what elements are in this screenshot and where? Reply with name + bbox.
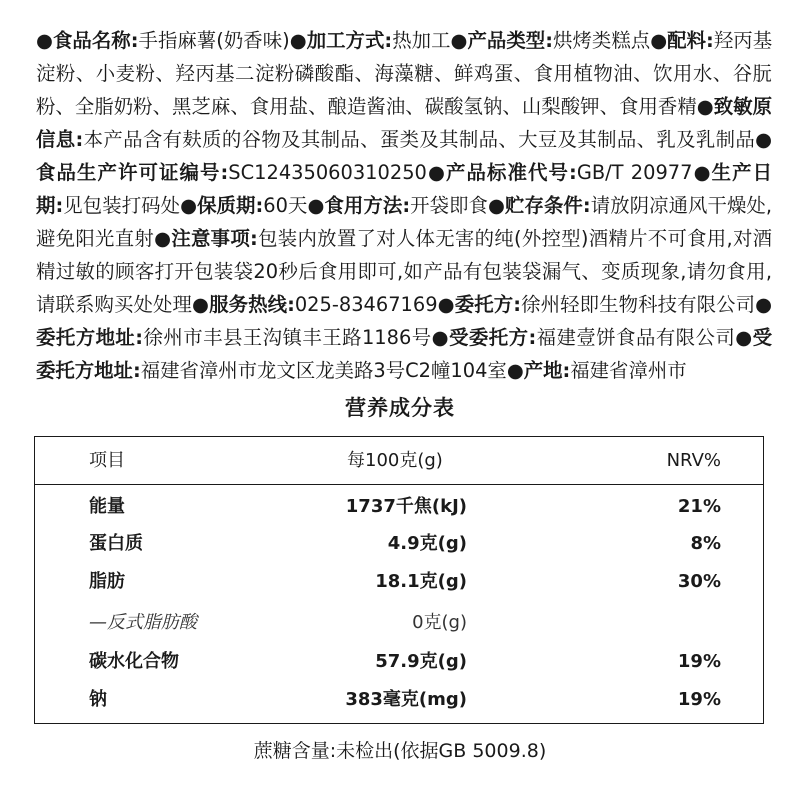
bullet-dot-icon: ● bbox=[450, 29, 468, 52]
info-colon: : bbox=[255, 194, 264, 217]
nutrient-value: 57.9克(g) bbox=[375, 651, 467, 672]
nutrient-value: 18.1克(g) bbox=[375, 571, 467, 592]
info-value: 开袋即食 bbox=[410, 194, 489, 217]
info-value: 025-83467169 bbox=[294, 293, 438, 316]
bullet-dot-icon: ● bbox=[650, 29, 668, 52]
info-value: 热加工 bbox=[392, 29, 451, 52]
info-colon: : bbox=[287, 293, 295, 316]
nutrient-row-fat bbox=[35, 564, 763, 600]
nutrient-name: —反式脂肪酸 bbox=[89, 612, 197, 633]
nutrient-nrv: 21% bbox=[677, 496, 721, 517]
info-key: 委托方 bbox=[454, 293, 514, 316]
bullet-dot-icon: ● bbox=[307, 194, 325, 217]
header-per100g: 每100克(g) bbox=[347, 450, 443, 471]
info-value: 请放阴凉通风干燥处,避免阳光直射 bbox=[36, 194, 773, 250]
nutrient-row-carbohydrate bbox=[35, 644, 763, 680]
info-value: 徐州市丰县王沟镇丰王路1186号 bbox=[143, 326, 432, 349]
sucrose-note: 蔗糖含量:未检出(依据GB 5009.8) bbox=[253, 740, 547, 762]
bullet-dot-icon: ● bbox=[426, 161, 447, 184]
info-value: 60天 bbox=[263, 194, 308, 217]
bullet-dot-icon: ● bbox=[692, 161, 712, 184]
info-key: 服务热线 bbox=[209, 293, 288, 316]
info-colon: : bbox=[130, 29, 139, 52]
nutrient-value: 383毫克(mg) bbox=[345, 689, 467, 710]
nutrient-nrv: 30% bbox=[677, 571, 721, 592]
bullet-dot-icon: ● bbox=[735, 326, 753, 349]
nutrient-nrv: 19% bbox=[677, 651, 721, 672]
nutrient-nrv: 19% bbox=[677, 689, 721, 710]
info-value: 徐州轻即生物科技有限公司 bbox=[520, 293, 756, 316]
bullet-dot-icon: ● bbox=[755, 128, 773, 151]
info-colon: : bbox=[220, 161, 229, 184]
info-colon: : bbox=[384, 29, 393, 52]
nutrient-value: 4.9克(g) bbox=[387, 533, 467, 554]
bullet-dot-icon: ● bbox=[488, 194, 506, 217]
info-key: 产品标准代号 bbox=[446, 161, 570, 184]
bullet-dot-icon: ● bbox=[437, 293, 455, 316]
nutrient-nrv: 8% bbox=[690, 533, 721, 554]
header-nrv: NRV% bbox=[666, 450, 721, 471]
bullet-dot-icon: ● bbox=[755, 293, 773, 316]
info-colon: : bbox=[135, 326, 144, 349]
product-info-block bbox=[36, 24, 772, 387]
info-key: 产品类型 bbox=[467, 29, 546, 52]
nutrient-value: 0克(g) bbox=[412, 612, 467, 633]
info-value: 手指麻薯(奶香味) bbox=[138, 29, 290, 52]
header-divider bbox=[35, 484, 763, 485]
nutrient-row-sodium bbox=[35, 682, 763, 718]
info-key: 保质期 bbox=[197, 194, 256, 217]
info-value: 福建省漳州市 bbox=[570, 359, 687, 382]
info-colon: : bbox=[545, 29, 553, 52]
info-key: 食品名称 bbox=[52, 29, 131, 52]
info-colon: : bbox=[513, 293, 521, 316]
info-colon: : bbox=[402, 194, 411, 217]
info-colon: : bbox=[55, 194, 64, 217]
info-key: 食用方法 bbox=[324, 194, 403, 217]
nutrient-row-energy bbox=[35, 489, 763, 525]
info-colon: : bbox=[562, 359, 571, 382]
info-value: SC12435060310250 bbox=[228, 161, 427, 184]
bullet-dot-icon: ● bbox=[431, 326, 450, 349]
info-value: 福建省漳州市龙文区龙美路3号C2幢104室 bbox=[140, 359, 507, 382]
info-colon: : bbox=[569, 161, 577, 184]
info-colon: : bbox=[582, 194, 591, 217]
nutrient-name: 蛋白质 bbox=[89, 533, 143, 554]
info-colon: : bbox=[706, 29, 714, 52]
info-key: 注意事项 bbox=[171, 227, 251, 250]
info-value: 羟丙基淀粉、小麦粉、羟丙基二淀粉磷酸酯、海藻糖、鲜鸡蛋、食用植物油、饮用水、谷朊粉、全脂奶粉、黑芝麻、食用盐、酿造酱油、碳酸氢钠、山梨酸钾、食用香精 bbox=[36, 29, 773, 118]
info-key: 产地 bbox=[523, 359, 563, 382]
info-key: 食品生产许可证编号 bbox=[36, 161, 221, 184]
info-key: 委托方地址 bbox=[36, 326, 136, 349]
bullet-dot-icon: ● bbox=[180, 194, 198, 217]
info-key: 配料 bbox=[667, 29, 707, 52]
info-key: 致敏原信息 bbox=[36, 95, 773, 151]
bullet-dot-icon: ● bbox=[506, 359, 524, 382]
bullet-dot-icon: ● bbox=[696, 95, 714, 118]
nutrient-row-trans-fat bbox=[35, 605, 763, 641]
nutrient-name: 能量 bbox=[89, 496, 125, 517]
nutrient-row-protein bbox=[35, 526, 763, 562]
info-key: 生产日期 bbox=[36, 161, 773, 217]
info-key: 受委托方地址 bbox=[36, 326, 773, 382]
info-colon: : bbox=[250, 227, 258, 250]
info-value: 包装内放置了对人体无害的纯(外控型)酒精片不可食用,对酒精过敏的顾客打开包装袋20秒后食用即可,如产品有包装袋漏气、变质现象,请勿食用,请联系购买处处理 bbox=[36, 227, 773, 316]
bullet-dot-icon: ● bbox=[289, 29, 307, 52]
info-value: 烘烤类糕点 bbox=[553, 29, 651, 52]
header-item: 项目 bbox=[89, 450, 125, 471]
nutrition-table bbox=[34, 436, 764, 724]
bullet-dot-icon: ● bbox=[36, 29, 53, 52]
bullet-dot-icon: ● bbox=[192, 293, 210, 316]
info-value: GB/T 20977 bbox=[576, 161, 693, 184]
info-key: 加工方式 bbox=[306, 29, 385, 52]
info-colon: : bbox=[75, 128, 84, 151]
info-value: 福建壹饼食品有限公司 bbox=[536, 326, 736, 349]
info-key: 受委托方 bbox=[449, 326, 529, 349]
nutrient-name: 碳水化合物 bbox=[89, 651, 179, 672]
nutrient-value: 1737千焦(kJ) bbox=[345, 496, 467, 517]
info-key: 贮存条件 bbox=[505, 194, 583, 217]
info-value: 见包装打码处 bbox=[63, 194, 181, 217]
nutrition-title: 营养成分表 bbox=[345, 396, 455, 420]
info-colon: : bbox=[528, 326, 537, 349]
nutrition-header-row bbox=[35, 443, 763, 479]
nutrient-name: 脂肪 bbox=[89, 571, 125, 592]
bullet-dot-icon: ● bbox=[154, 227, 172, 250]
info-value: 本产品含有麸质的谷物及其制品、蛋类及其制品、大豆及其制品、乳及乳制品 bbox=[83, 128, 756, 151]
nutrient-name: 钠 bbox=[89, 689, 107, 710]
info-colon: : bbox=[132, 359, 141, 382]
